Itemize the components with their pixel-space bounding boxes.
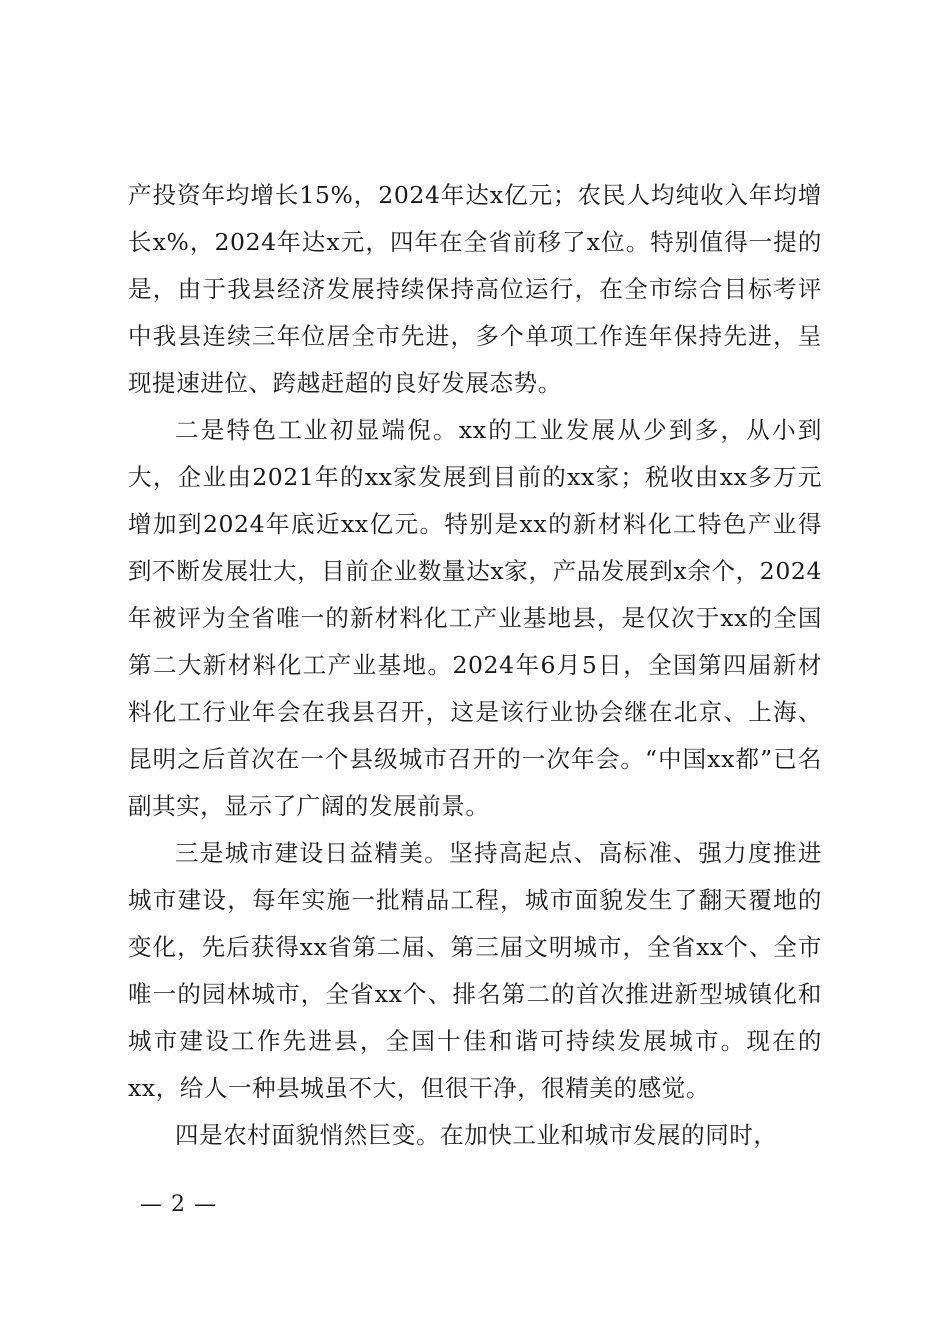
paragraph-rural: 四是农村面貌悄然巨变。在加快工业和城市发展的同时， [175, 1121, 778, 1149]
page-number: — 2 — [140, 1192, 217, 1217]
paragraph-continuation: 产投资年均增长15%，2024年达x亿元；农民人均纯收入年均增长x%，2024年达x元，四年在全省前移了x位。特别值得一提的是，由于我县经济发展持续保持高位运行，在全市综合目标考评中我县连续三年位居全市先进，多个单项工作连年保持先进，呈现提速进位、跨越赶超的良好发展态势。 [128, 181, 822, 397]
paragraph-industry: 二是特色工业初显端倪。xx的工业发展从少到多，从小到大，企业由2021年的xx家发展到目前的xx家；税收由xx多万元增加到2024年底近xx亿元。特别是xx的新材料化工特色产业得到不断发展壮大，目前企业数量达x家，产品发展到x余个，2024年被评为全省唯一的新材料化工产业基地县，是仅次于xx的全国第二大新材料化工产业基地。2024年6月5日，全国第四届新材料化工行业年会在我县召开，这是该行业协会继在北京、上海、昆明之后首次在一个县级城市召开的一次年会。“中国xx都”已名副其实，显示了广阔的发展前景。 [128, 416, 822, 820]
paragraph-city-construction: 三是城市建设日益精美。坚持高起点、高标准、强力度推进城市建设，每年实施一批精品工程，城市面貌发生了翻天覆地的变化，先后获得xx省第二届、第三届文明城市，全省xx个、全市唯一的园林城市，全省xx个、排名第二的首次推进新型城镇化和城市建设工作先进县，全国十佳和谐可持续发展城市。现在的xx，给人一种县城虽不大，但很干净，很精美的感觉。 [128, 839, 822, 1102]
document-body [128, 172, 822, 1159]
